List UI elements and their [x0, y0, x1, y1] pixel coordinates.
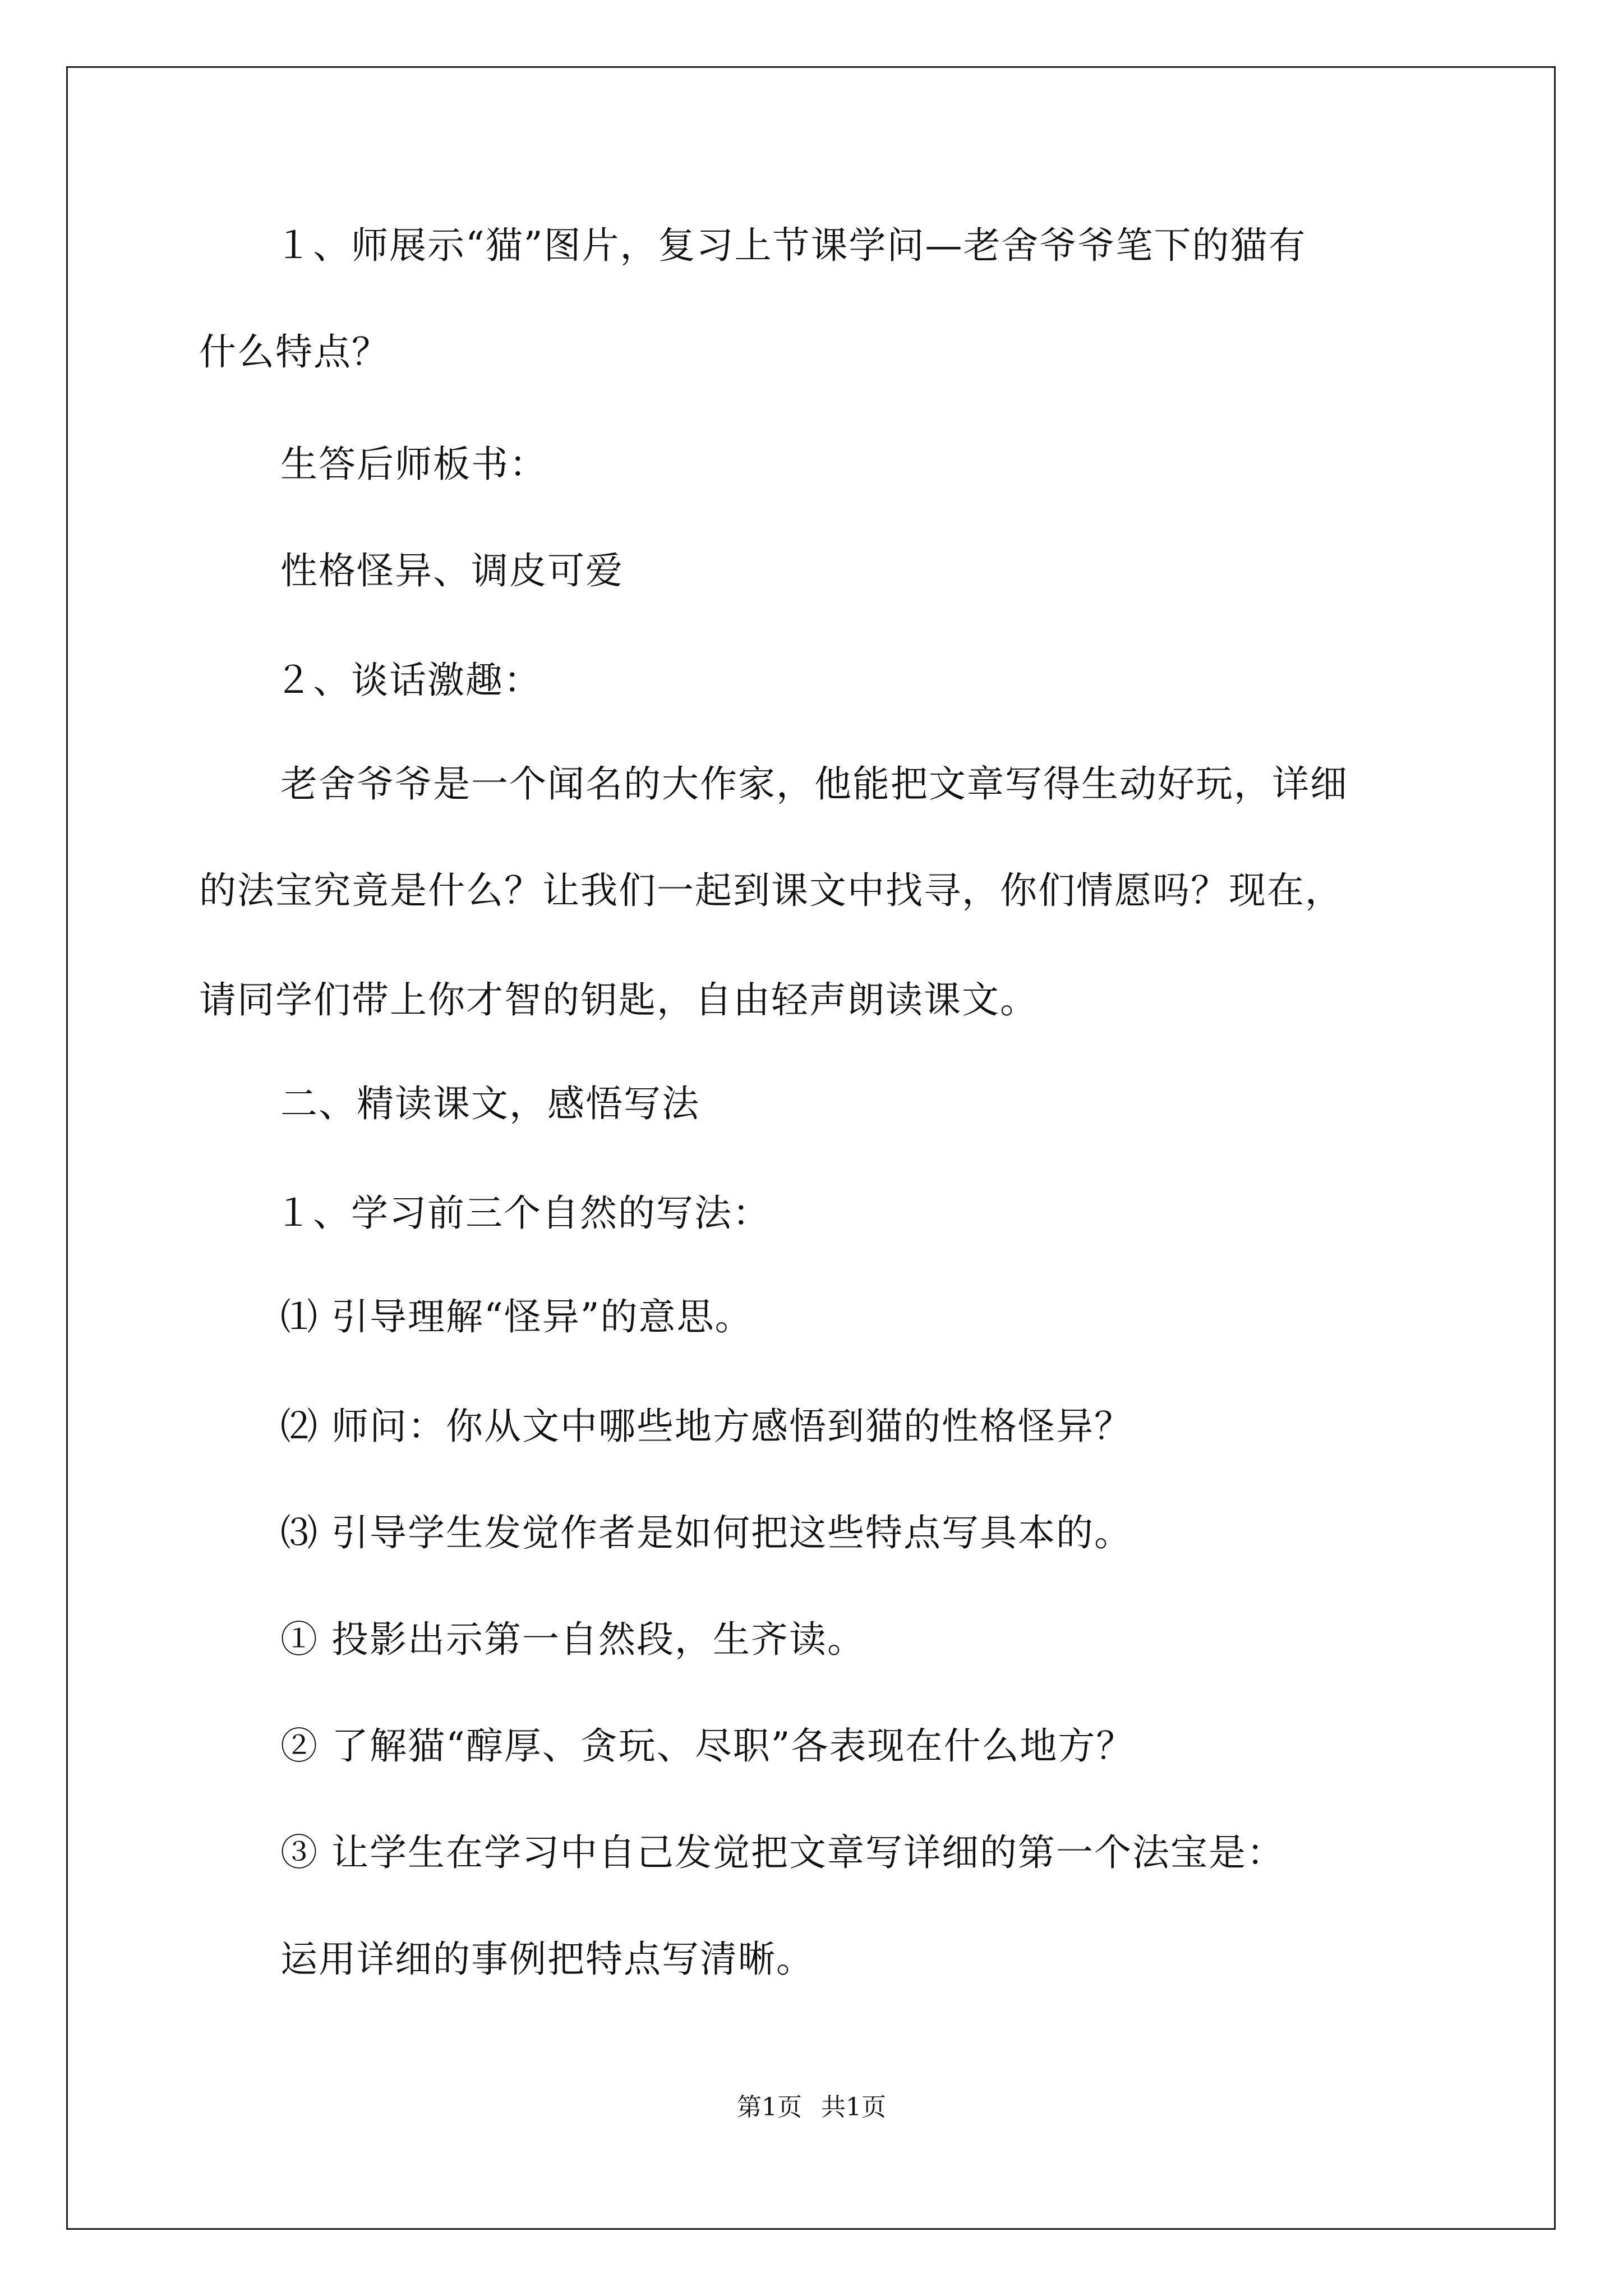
paragraph-line-13: ⑶ 引导学生发觉作者是如何把这些特点写具本的。 [280, 1511, 1132, 1554]
paragraph-line-3: 生答后师板书： [280, 443, 547, 486]
paragraph-line-8: 请同学们带上你才智的钥匙，自由轻声朗读课文。 [199, 978, 1038, 1022]
paragraph-line-15: ② 了解猫“醇厚、贪玩、尽职”各表现在什么地方？ [280, 1724, 1135, 1768]
page-footer [0, 2095, 1623, 2120]
paragraph-line-12: ⑵ 师问：你从文中哪些地方感悟到猫的性格怪异？ [280, 1405, 1132, 1448]
paragraph-line-16: ③ 让学生在学习中自己发觉把文章写详细的第一个法宝是： [280, 1831, 1285, 1874]
paragraph-line-14: ① 投影出示第一自然段，生齐读。 [280, 1618, 865, 1661]
paragraph-line-17: 运用详细的事例把特点写清晰。 [280, 1938, 814, 1981]
paragraph-line-4: 性格怪异、调皮可爱 [280, 549, 624, 592]
page-total-label: 共1页 [821, 2093, 886, 2122]
paragraph-line-10: １、学习前三个自然的写法： [275, 1191, 771, 1235]
paragraph-line-9: 二、精读课文，感悟写法 [280, 1082, 700, 1125]
paragraph-line-6: 老舍爷爷是一个闻名的大作家，他能把文章写得生动好玩，详细 [280, 762, 1348, 806]
page-current-label: 第1页 [737, 2093, 802, 2122]
paragraph-line-2: 什么特点？ [199, 330, 390, 374]
paragraph-line-1: １、师展示“猫”图片，复习上节课学问—老舍爷爷笔下的猫有 [275, 224, 1307, 267]
paragraph-line-5: ２、谈话激趣： [275, 659, 542, 702]
page-border [66, 66, 1556, 2230]
paragraph-line-11: ⑴ 引导理解“怪异”的意思。 [280, 1295, 753, 1338]
paragraph-line-7: 的法宝究竟是什么？让我们一起到课文中找寻，你们情愿吗？现在， [199, 869, 1343, 912]
